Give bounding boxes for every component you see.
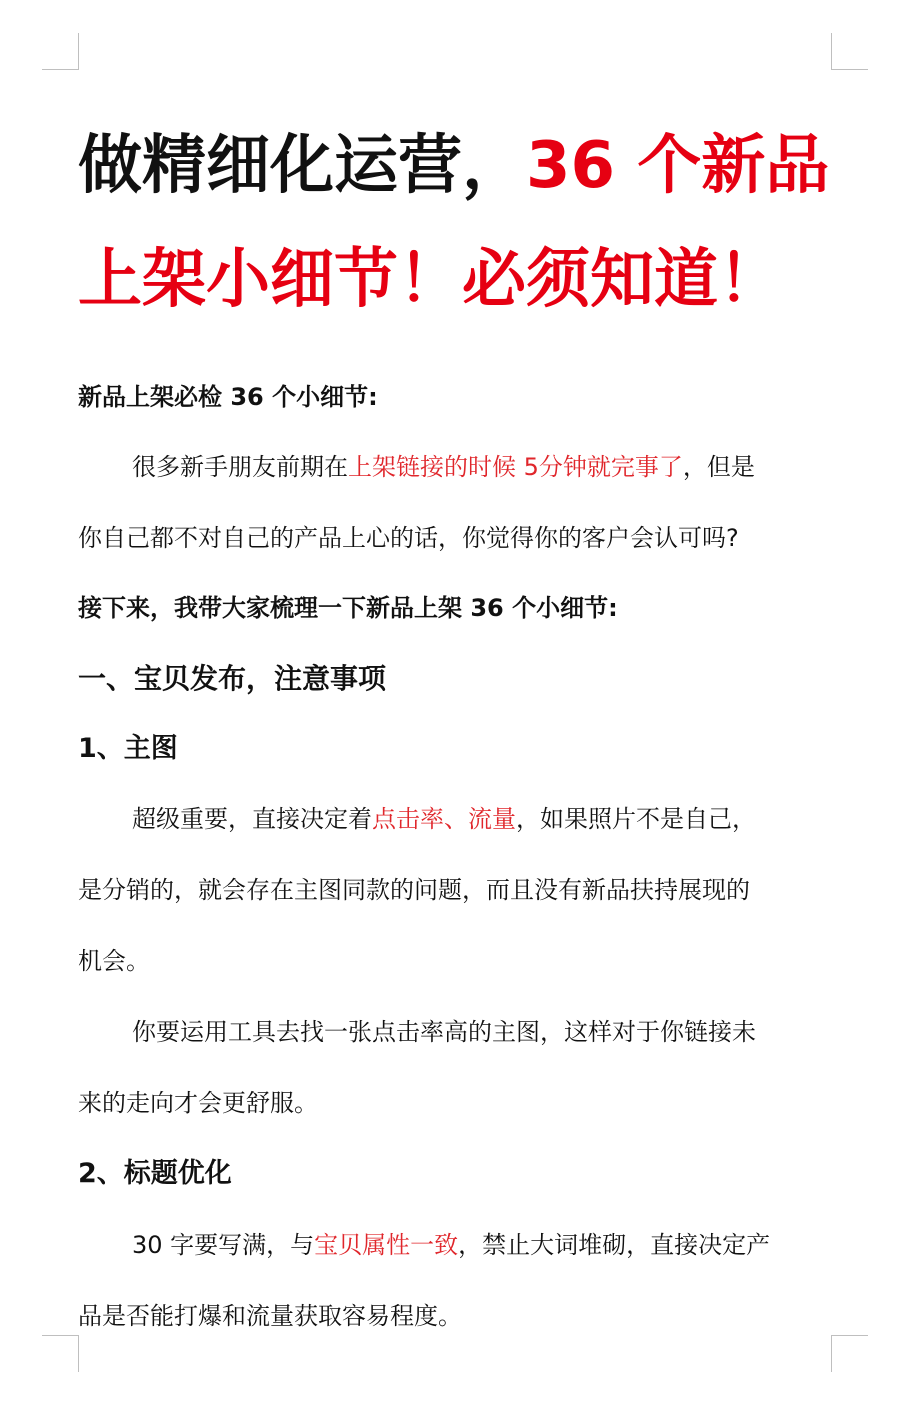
crop-mark-bottom-right [831,1335,868,1372]
crop-mark-bottom-left [42,1335,79,1372]
item1-p2-line2: 来的走向才会更舒服。 [78,1089,318,1117]
item1-heading: 1、主图 [78,733,178,764]
title-line-2: 上架小细节！必须知道！ [78,243,782,317]
item1-highlight: 点击率、流量 [372,805,516,833]
item2-text-a: 30 字要写满，与 [132,1231,315,1259]
crop-mark-top-left [42,33,79,70]
item1-p2-line1: 你要运用工具去找一张点击率高的主图，这样对于你链接未 [132,1018,756,1046]
para1-text-a: 很多新手朋友前期在 [132,453,348,481]
item1-p1-line2: 是分销的，就会存在主图同款的问题，而且没有新品扶持展现的 [78,876,750,904]
crop-mark-top-right [831,33,868,70]
para1-text-b: ，但是 [682,453,755,481]
item2-heading: 2、标题优化 [78,1158,232,1189]
para1-highlight: 上架链接的时候 5分钟就完事了 [348,453,683,481]
item2-text-b: ，禁止大词堆砌，直接决定产 [458,1231,771,1259]
para1-line1 [78,450,838,484]
item2-line2: 品是否能打爆和流量获取容易程度。 [78,1302,462,1330]
item2-line1 [78,1228,838,1262]
lead-text: 接下来，我带大家梳理一下新品上架 36 个小细节: [78,594,618,622]
title-black-part: 做精细化运营， [78,129,526,203]
item1-p1-line3: 机会。 [78,947,150,975]
item2-highlight: 宝贝属性一致 [314,1231,459,1259]
item1-p1-line1 [78,802,838,836]
title-red-part: 36 个新品 [526,129,830,203]
item1-text-a: 超级重要，直接决定着 [132,805,372,833]
section-heading-1: 一、宝贝发布，注意事项 [78,662,387,695]
para1-line2: 你自己都不对自己的产品上心的话，你觉得你的客户会认可吗? [78,524,739,552]
item1-text-b: ，如果照片不是自己， [516,805,756,833]
intro-heading: 新品上架必检 36 个小细节: [78,383,378,411]
title-line-1 [78,128,848,204]
